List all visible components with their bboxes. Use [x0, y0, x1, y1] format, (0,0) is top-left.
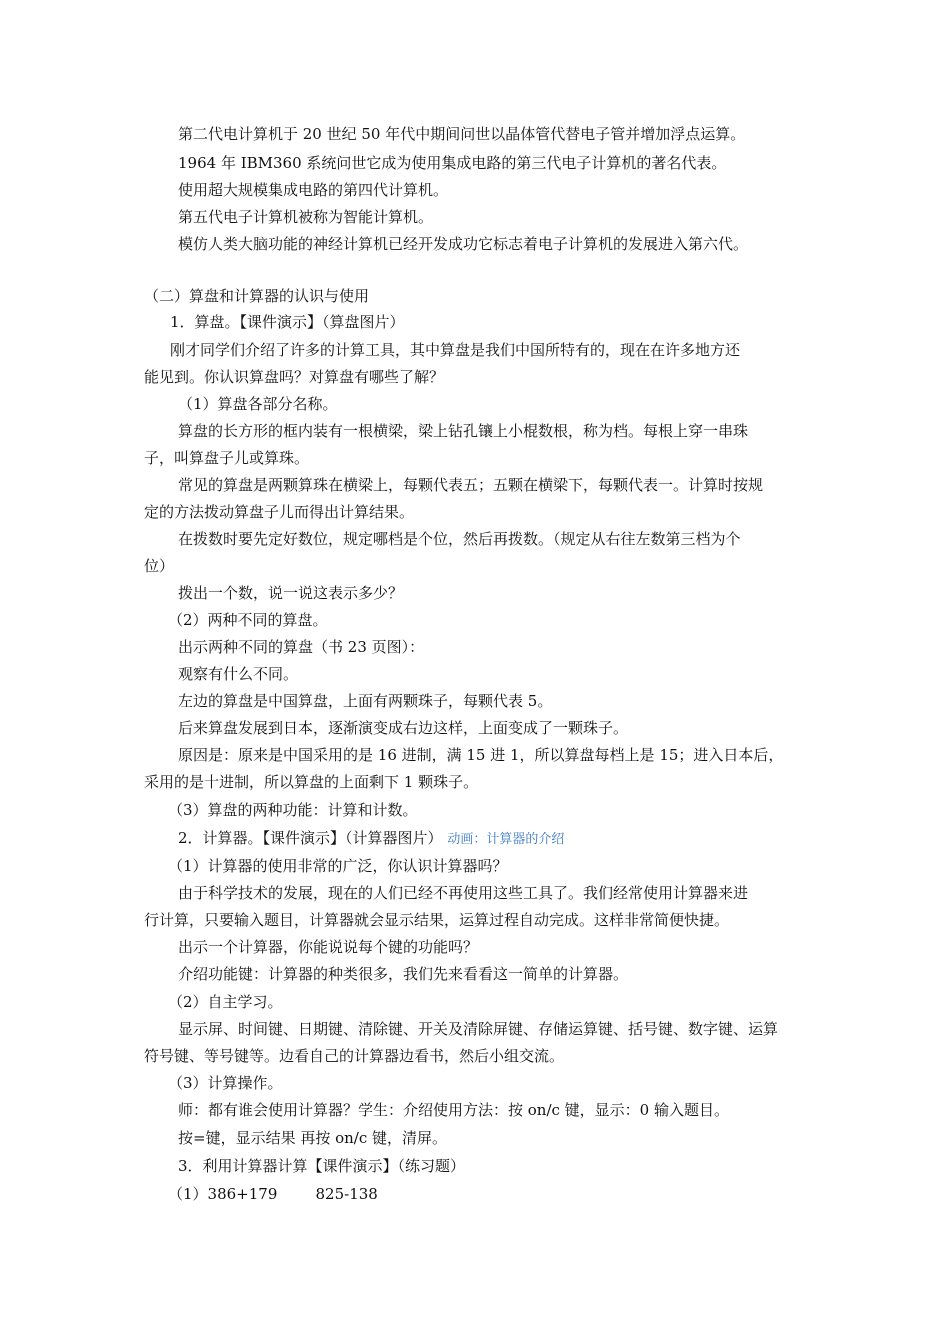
abacus-common-line-1: 常见的算盘是两颗算珠在横梁上，每颗代表五；五颗在横梁下，每颗代表一。计算时按规 — [178, 476, 764, 494]
abacus-place-line-2: 位） — [144, 557, 175, 575]
abacus-reason-line-1: 原因是：原来是中国采用的是 16 进制，满 15 进 1，所以算盘每档上是 15；进入日本后， — [178, 746, 784, 764]
calculator-sub-3: （3）计算操作。 — [168, 1074, 283, 1092]
intro-line-2: 1964 年 IBM360 系统问世它成为使用集成电路的第三代电子计算机的著名代表。 — [178, 154, 727, 172]
exercise-title: 3．利用计算器计算【课件演示】（练习题） — [178, 1157, 466, 1175]
abacus-two-kinds-3: 左边的算盘是中国算盘，上面有两颗珠子，每颗代表 5。 — [178, 692, 553, 710]
abacus-task: 拨出一个数，说一说这表示多少？ — [178, 584, 404, 602]
intro-line-1: 第二代电计算机于 20 世纪 50 年代中期间问世以晶体管代替电子管并增加浮点运算。 — [178, 125, 746, 143]
intro-line-4: 第五代电子计算机被称为智能计算机。 — [178, 208, 434, 226]
abacus-intro-line-2: 能见到。你认识算盘吗？对算盘有哪些了解？ — [144, 368, 445, 386]
calculator-title-text: 2．计算器。【课件演示】（计算器图片） — [178, 829, 443, 847]
abacus-intro-line-1: 刚才同学们介绍了许多的计算工具，其中算盘是我们中国所特有的，现在在许多地方还 — [170, 341, 741, 359]
calculator-show: 出示一个计算器，你能说说每个键的功能吗？ — [178, 938, 479, 956]
abacus-parts-line-2: 子，叫算盘子儿或算珠。 — [144, 449, 310, 467]
abacus-two-kinds-1: 出示两种不同的算盘（书 23 页图）： — [178, 638, 425, 656]
abacus-parts-line-1: 算盘的长方形的框内装有一根横梁，梁上钻孔镶上小棍数根，称为档。每根上穿一串珠 — [178, 422, 749, 440]
calculator-title — [178, 828, 564, 850]
calculator-animation-note: 动画：计算器的介绍 — [447, 832, 565, 847]
calculator-keys-line-2: 符号键、等号键等。边看自己的计算器边看书，然后小组交流。 — [144, 1047, 565, 1065]
abacus-common-line-2: 定的方法拨动算盘子儿而得出计算结果。 — [144, 503, 415, 521]
exercise-1: （1）386+179 825-138 — [168, 1185, 378, 1203]
calculator-sub-1: （1）计算器的使用非常的广泛，你认识计算器吗？ — [168, 857, 508, 875]
section-heading: （二）算盘和计算器的认识与使用 — [144, 287, 370, 305]
abacus-place-line-1: 在拨数时要先定好数位，规定哪档是个位，然后再拨数。（规定从右往左数第三档为个 — [178, 530, 741, 548]
calculator-intro-line-2: 行计算，只要输入题目，计算器就会显示结果，运算过程自动完成。这样非常简便快捷。 — [144, 911, 730, 929]
calculator-sub-2: （2）自主学习。 — [168, 993, 283, 1011]
calculator-keys-line-1: 显示屏、时间键、日期键、清除键、开关及清除屏键、存储运算键、括号键、数字键、运算 — [178, 1020, 779, 1038]
abacus-title: 1．算盘。【课件演示】（算盘图片） — [170, 313, 405, 331]
calculator-intro-line-1: 由于科学技术的发展，现在的人们已经不再使用这些工具了。我们经常使用计算器来进 — [178, 884, 749, 902]
abacus-two-kinds-2: 观察有什么不同。 — [178, 665, 299, 683]
calculator-op-line-2: 按=键，显示结果 再按 on/c 键，清屏。 — [178, 1129, 448, 1147]
abacus-reason-line-2: 采用的是十进制，所以算盘的上面剩下 1 颗珠子。 — [144, 773, 479, 791]
calculator-keys-intro: 介绍功能键：计算器的种类很多，我们先来看看这一简单的计算器。 — [178, 965, 629, 983]
calculator-op-line-1: 师：都有谁会使用计算器？学生：介绍使用方法：按 on/c 键，显示：0 输入题目。 — [178, 1101, 729, 1119]
abacus-two-kinds-4: 后来算盘发展到日本，逐渐演变成右边这样，上面变成了一颗珠子。 — [178, 719, 629, 737]
abacus-sub-2: （2）两种不同的算盘。 — [168, 611, 328, 629]
abacus-sub-1: （1）算盘各部分名称。 — [178, 395, 338, 413]
intro-line-3: 使用超大规模集成电路的第四代计算机。 — [178, 181, 449, 199]
intro-line-5: 模仿人类大脑功能的神经计算机已经开发成功它标志着电子计算机的发展进入第六代。 — [178, 235, 749, 253]
abacus-sub-3: （3）算盘的两种功能：计算和计数。 — [168, 801, 418, 819]
